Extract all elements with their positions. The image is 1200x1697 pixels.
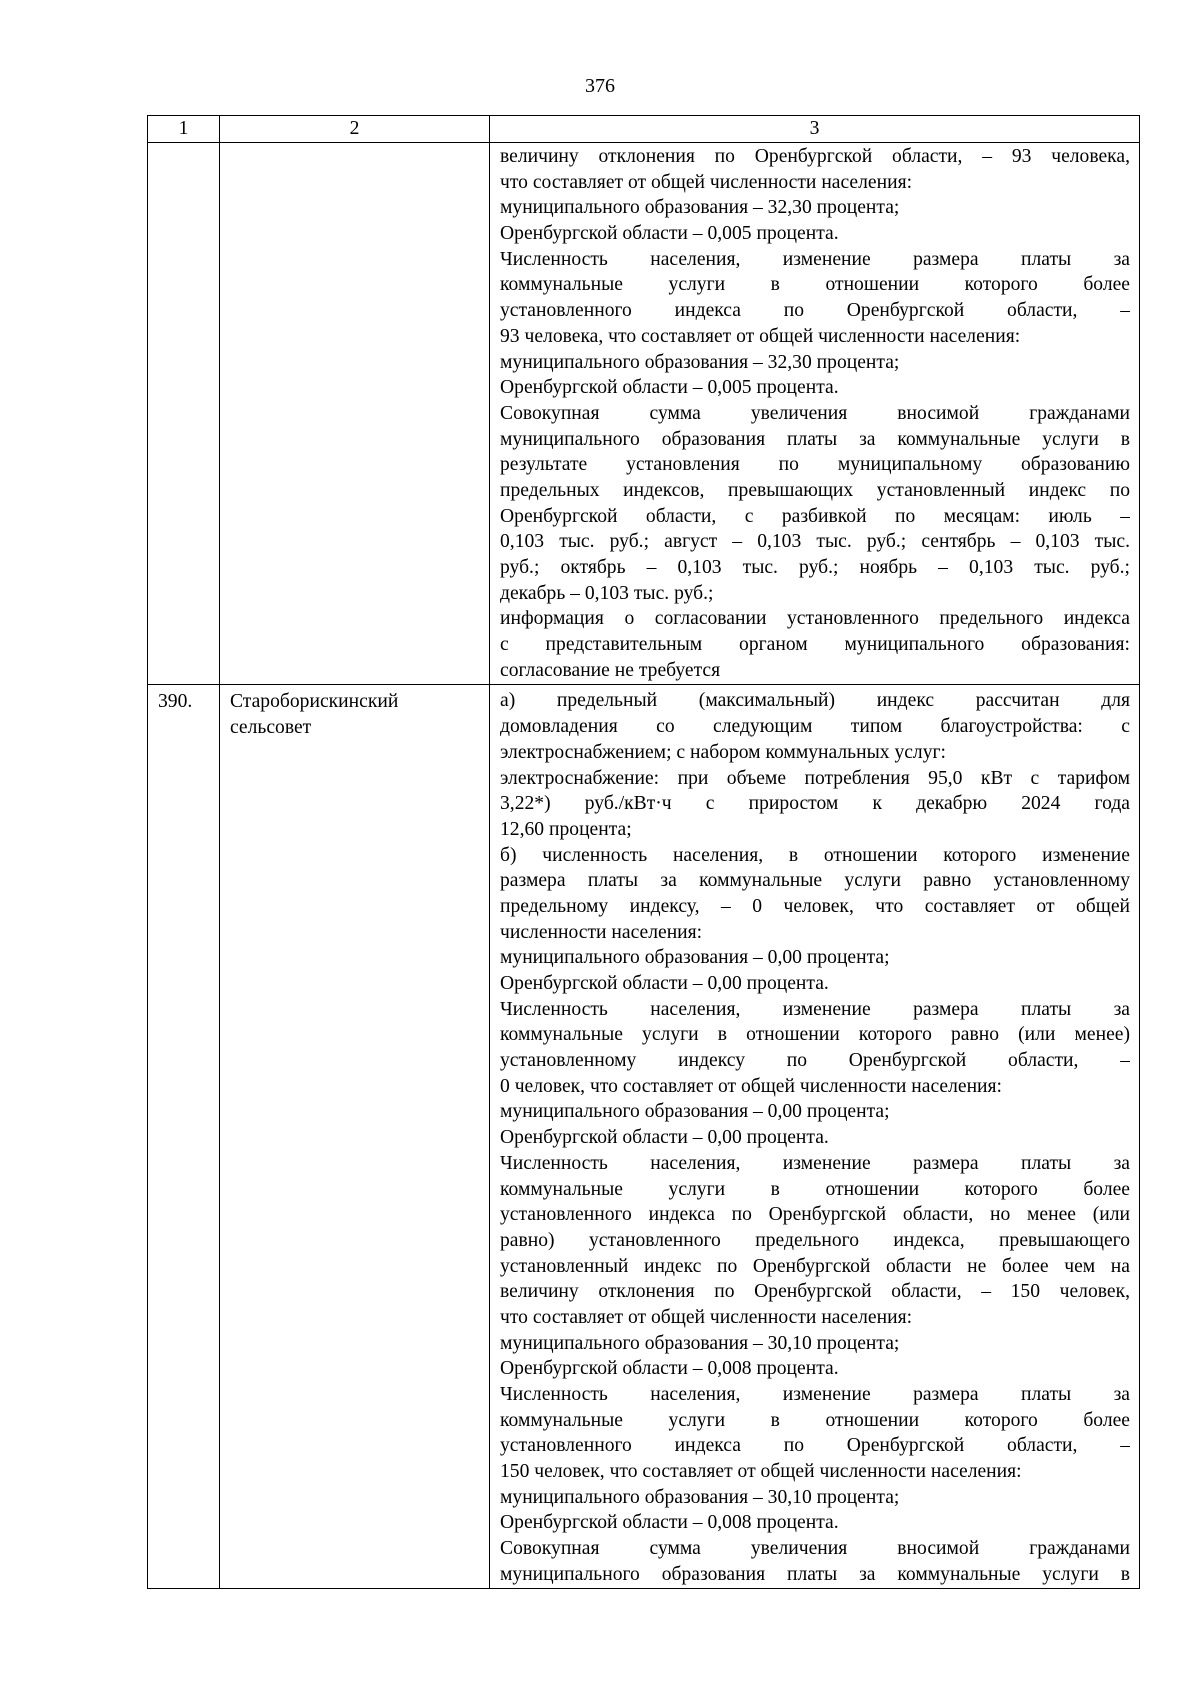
text-line: декабрь – 0,103 тыс. руб.;: [500, 582, 714, 604]
text-line: коммунальные услуги в отношении которого более: [500, 274, 1130, 296]
text-line: предельному индексу, – 0 человек, что составляет от общей: [500, 895, 1130, 917]
text-line: 3,22*) руб./кВт·ч с приростом к декабрю 2024 года: [500, 793, 1130, 815]
text-line: результате установления по муниципальному образованию: [500, 454, 1130, 476]
text-line: муниципального образования платы за коммунальные услуги в: [500, 428, 1130, 450]
text-line: электроснабжением; с набором коммунальных услуг:: [500, 741, 946, 763]
text-line: домовладения со следующим типом благоустройства: с: [500, 716, 1130, 738]
table-row: [148, 143, 1140, 685]
text-line: коммунальные услуги в отношении которого более: [500, 1409, 1130, 1431]
text-line: Оренбургской области, с разбивкой по месяцам: июль –: [500, 505, 1130, 527]
text-line: Оренбургской области – 0,005 процента.: [500, 223, 839, 245]
text-line: Численность населения, изменение размера платы за: [500, 998, 1130, 1020]
text-line: что составляет от общей численности населения:: [500, 1306, 913, 1328]
text-line: установленного индекса по Оренбургской области, –: [500, 1435, 1130, 1457]
text-line: согласование не требуется: [500, 659, 721, 681]
text-line: Численность населения, изменение размера платы за: [500, 1384, 1130, 1405]
text-line: с представительным органом муниципального образования:: [500, 634, 1130, 656]
text-line: муниципального образования – 30,10 процента;: [500, 1332, 900, 1354]
text-line: установленный индекс по Оренбургской области не более чем на: [500, 1255, 1130, 1277]
text-line: Совокупная сумма увеличения вносимой гражданами: [500, 402, 1130, 424]
table-row: [148, 685, 1140, 1588]
text-line: муниципального образования – 30,10 процента;: [500, 1486, 900, 1508]
text-line: Оренбургской области – 0,00 процента.: [500, 973, 829, 994]
municipality-name-cell: Староборискинский сельсовет: [220, 685, 490, 1588]
text-line: Оренбургской области – 0,008 процента.: [500, 1512, 839, 1534]
text-line: величину отклонения по Оренбургской области, – 150 человек,: [500, 1281, 1130, 1303]
text-line: численности населения:: [500, 921, 703, 943]
text-line: установленному индексу по Оренбургской области, –: [500, 1050, 1130, 1072]
text-line: 0 человек, что составляет от общей численности населения:: [500, 1075, 1003, 1097]
column-header-3: 3: [490, 116, 1140, 143]
text-line: электроснабжение: при объеме потребления 95,0 кВт с тарифом: [500, 767, 1130, 789]
text-line: Оренбургской области – 0,008 процента.: [500, 1358, 839, 1380]
description-cell: [490, 143, 1140, 685]
text-line: 0,103 тыс. руб.; август – 0,103 тыс. руб.; сентябрь – 0,103 тыс.: [500, 531, 1130, 553]
text-line: размера платы за коммунальные услуги равно установленному: [500, 870, 1130, 892]
text-line: а) предельный (максимальный) индекс рассчитан для: [500, 690, 1130, 712]
text-line: муниципального образования – 0,00 процента;: [500, 1101, 890, 1123]
text-line: Совокупная сумма увеличения вносимой гражданами: [500, 1538, 1130, 1560]
text-line: Оренбургской области – 0,005 процента.: [500, 377, 839, 399]
text-line: коммунальные услуги в отношении которого более: [500, 1178, 1130, 1200]
text-line: руб.; октябрь – 0,103 тыс. руб.; ноябрь – 0,103 тыс. руб.;: [500, 557, 1130, 578]
text-line: муниципального образования – 0,00 процента;: [500, 947, 890, 969]
text-line: информация о согласовании установленного предельного индекса: [500, 608, 1130, 630]
text-line: коммунальные услуги в отношении которого равно (или менее): [500, 1024, 1130, 1046]
text-line: муниципального образования платы за коммунальные услуги в: [500, 1563, 1130, 1585]
text-line: величину отклонения по Оренбургской области, – 93 человека,: [500, 146, 1130, 167]
text-line: установленного индекса по Оренбургской области, но менее (или: [500, 1204, 1130, 1226]
document-table: [147, 115, 1140, 1589]
row-number-cell: 390.: [148, 685, 220, 1588]
text-line: что составляет от общей численности населения:: [500, 171, 913, 193]
page-number: 376: [585, 75, 615, 97]
text-line: 12,60 процента;: [500, 818, 632, 840]
text-line: муниципального образования – 32,30 процента;: [500, 197, 900, 219]
text-line: Оренбургской области – 0,00 процента.: [500, 1127, 829, 1149]
text-line: 93 человека, что составляет от общей численности населения:: [500, 325, 1021, 347]
text-line: 150 человек, что составляет от общей численности населения:: [500, 1461, 1022, 1483]
text-line: равно) установленного предельного индекса, превышающего: [500, 1229, 1130, 1251]
column-header-2: 2: [220, 116, 490, 143]
text-line: Численность населения, изменение размера платы за: [500, 248, 1130, 270]
text-line: Численность населения, изменение размера платы за: [500, 1152, 1130, 1174]
description-cell: [490, 685, 1140, 1588]
municipality-name-cell: [220, 143, 490, 685]
column-header-1: 1: [148, 116, 220, 143]
table-header-row: [148, 116, 1140, 143]
text-line: муниципального образования – 32,30 процента;: [500, 351, 900, 373]
row-number-cell: [148, 143, 220, 685]
text-line: установленного индекса по Оренбургской области, –: [500, 300, 1130, 322]
text-line: предельных индексов, превышающих установленный индекс по: [500, 479, 1130, 501]
text-line: б) численность населения, в отношении которого изменение: [500, 844, 1130, 866]
